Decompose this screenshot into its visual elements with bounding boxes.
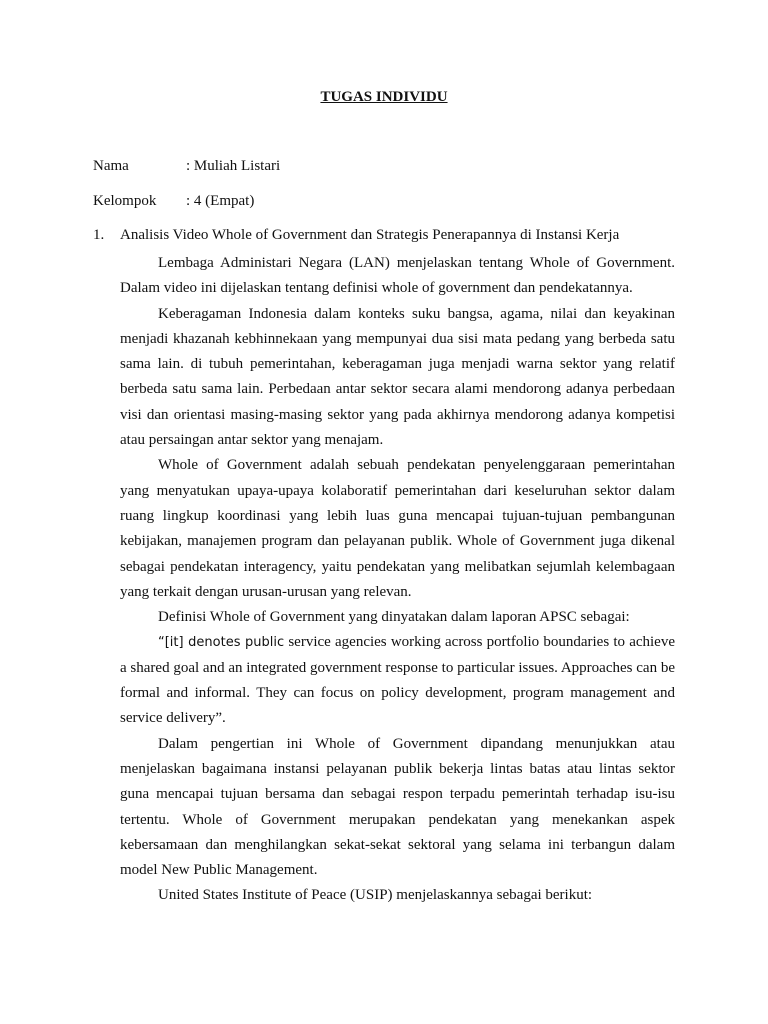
paragraph: Whole of Government adalah sebuah pendekatan penyelenggaraan pemerintahan yang menyatukan upaya-upaya kolaboratif pemerintahan dari keseluruhan sektor dalam ruang lingkup koordinasi yang lebih luas guna mencapai tujuan-tujuan pembangunan kebijakan, manajemen program dan pelayanan publik. Whole of Government juga dikenal sebagai pendekatan interagency, yaitu pendekatan yang melibatkan sejumlah kelembagaan yang terkait dengan urusan-urusan yang relevan. [120, 457, 675, 600]
quote-paragraph [120, 630, 675, 731]
group-field [93, 191, 254, 211]
group-label: Kelompok [93, 193, 157, 209]
name-label: Nama [93, 158, 129, 174]
paragraph: Dalam pengertian ini Whole of Government dipandang menunjukkan atau menjelaskan bagaimana instansi pelayanan publik bekerja lintas batas atau lintas sektor guna mencapai tujuan bersama dan sebagai respon terpadu pemerintah terhadap isu-isu tertentu. Whole of Government merupakan pendekatan yang menekankan aspek kebersamaan dan menghilangkan sekat-sekat sektoral yang selama ini terbangun dalam model New Public Management. [120, 735, 675, 879]
paragraph: United States Institute of Peace (USIP) menjelaskannya sebagai berikut: [158, 887, 593, 904]
section-title: Analisis Video Whole of Government dan Strategis Penerapannya di Instansi Kerja [120, 227, 620, 243]
name-field [93, 156, 280, 176]
body-text [120, 251, 675, 909]
paragraph: Keberagaman Indonesia dalam konteks suku bangsa, agama, nilai dan keyakinan menjadi khazanah kebhinnekaan yang mempunyai dua sisi mata pedang yang berbeda satu sama lain. di tubuh pemerintahan, keberagaman juga menjadi warna sektor yang relatif berbeda satu sama lain. Perbedaan antar sektor secara alami mendorong adanya perbedaan visi dan orientasi masing-masing sektor yang pada akhirnya mendorong adanya kompetisi atau persaingan antar sektor yang menajam. [120, 305, 675, 449]
group-value: : 4 (Empat) [186, 193, 255, 209]
quote-open: “[it] denotes public [158, 635, 285, 651]
quote-rest: service agencies working across portfolio boundaries to achieve a shared goal and an integrated government response to particular issues. Approaches can be formal and informal. They can focus on policy development, program management and service delivery”. [120, 634, 675, 727]
paragraph: Lembaga Administari Negara (LAN) menjelaskan tentang Whole of Government. Dalam video ini dijelaskan tentang definisi whole of government dan pendekatannya. [120, 255, 675, 297]
name-value: : Muliah Listari [186, 158, 281, 174]
document-title: TUGAS INDIVIDU [320, 89, 448, 105]
section-number: 1. [93, 227, 105, 243]
section-heading [93, 225, 619, 245]
paragraph: Definisi Whole of Government yang dinyatakan dalam laporan APSC sebagai: [158, 609, 630, 626]
